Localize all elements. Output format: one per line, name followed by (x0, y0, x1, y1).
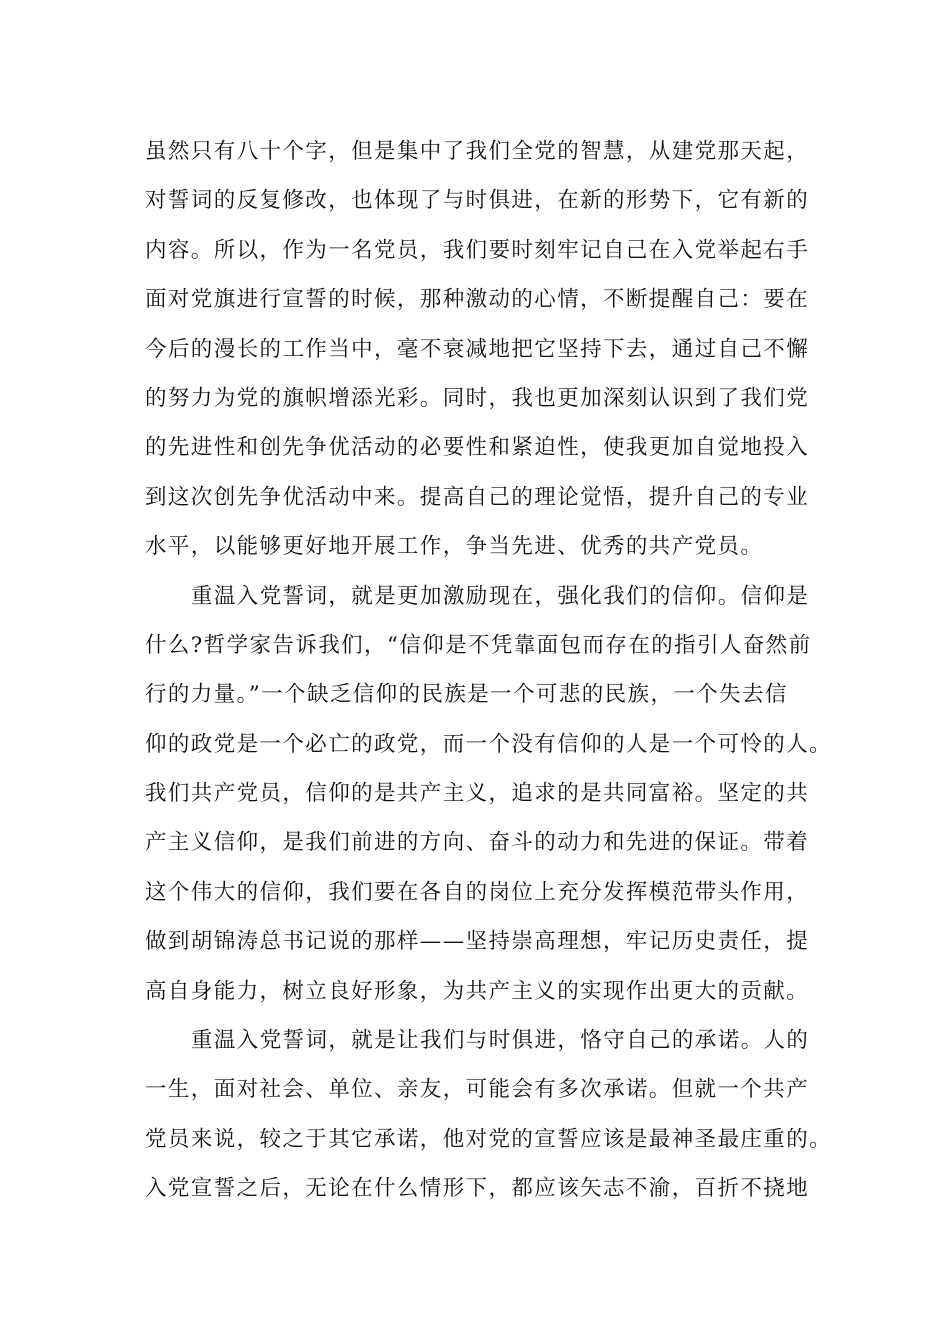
text-line: 一生，面对社会、单位、亲友，可能会有多次承诺。但就一个共产 (145, 1077, 810, 1103)
text-line: 今后的漫长的工作当中，毫不衰减地把它坚持下去，通过自己不懈 (145, 336, 810, 362)
text-line: 产主义信仰，是我们前进的方向、奋斗的动力和先进的保证。带着 (145, 830, 810, 856)
text-line: 党员来说，较之于其它承诺，他对党的宣誓应该是最神圣最庄重的。 (145, 1126, 833, 1152)
text-line: 入党宣誓之后，无论在什么情形下，都应该矢志不渝，百折不挠地 (145, 1176, 810, 1202)
text-line: 的努力为党的旗帜增添光彩。同时，我也更加深刻认识到了我们党 (145, 385, 810, 411)
text-line: 面对党旗进行宣誓的时候，那种激动的心情，不断提醒自己：要在 (145, 287, 810, 313)
text-line: 的先进性和创先争优活动的必要性和紧迫性，使我更加自觉地投入 (145, 435, 810, 461)
text-line: 做到胡锦涛总书记说的那样——坚持崇高理想，牢记历史责任，提 (145, 929, 810, 955)
text-line: 水平，以能够更好地开展工作，争当先进、优秀的共产党员。 (145, 534, 764, 560)
text-line: 对誓词的反复修改，也体现了与时俱进，在新的形势下，它有新的 (145, 188, 810, 214)
paragraph-first-line: 重温入党誓词，就是让我们与时俱进，恪守自己的承诺。人的 (191, 1028, 810, 1054)
paragraph-first-line: 重温入党誓词，就是更加激励现在，强化我们的信仰。信仰是 (191, 583, 810, 609)
text-line: 到这次创先争优活动中来。提高自己的理论觉悟，提升自己的专业 (145, 484, 810, 510)
text-line: 仰的政党是一个必亡的政党，而一个没有信仰的人是一个可怜的人。 (145, 731, 833, 757)
text-line: 这个伟大的信仰，我们要在各自的岗位上充分发挥模范带头作用， (145, 879, 810, 905)
text-line: 行的力量。”一个缺乏信仰的民族是一个可悲的民族，一个失去信 (145, 682, 788, 708)
text-line: 内容。所以，作为一名党员，我们要时刻牢记自己在入党举起右手 (145, 237, 810, 263)
document-body (145, 127, 833, 1214)
text-line: 高自身能力，树立良好形象，为共产主义的实现作出更大的贡献。 (145, 978, 810, 1004)
text-line: 虽然只有八十个字，但是集中了我们全党的智慧，从建党那天起， (145, 139, 810, 164)
text-line: 我们共产党员，信仰的是共产主义，追求的是共同富裕。坚定的共 (145, 781, 810, 807)
text-line: 什么?哲学家告诉我们，“信仰是不凭靠面包而存在的指引人奋然前 (145, 632, 812, 658)
